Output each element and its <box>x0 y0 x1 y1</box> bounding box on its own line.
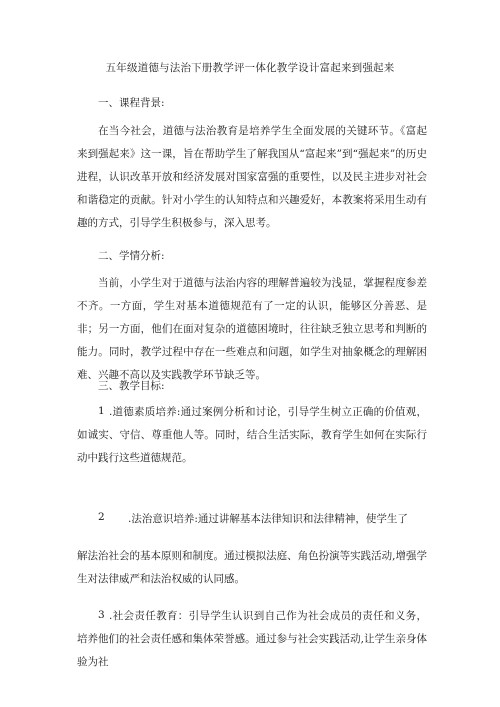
objective-number-3: 3 <box>98 609 105 621</box>
section-heading-student-analysis: 二、学情分析: <box>98 250 165 262</box>
section-heading-objectives: 三、教学目标: <box>98 380 165 392</box>
objective-number-1: 1 <box>98 405 105 417</box>
objective-number-2: 2 <box>98 511 105 523</box>
objective-text-3: .社会责任教育：引导学生认识到自己作为社会成员的责任和义务，培养他们的社会责任感和集体荣誉感。通过参与社会实践活动,让学生亲身体验为社 <box>77 610 427 668</box>
objective-text-2-rest: 解法治社会的基本原则和制度。通过模拟法庭、角色扮演等实践活动,增强学生对法律威严和法治权威的认同感。 <box>77 550 427 585</box>
objective-text-2-first-line: .法治意识培养:通过讲解基本法律知识和法律精神，使学生了 <box>128 513 408 525</box>
document-title: 五年级道德与法治下册教学评一体化教学设计富起来到强起来 <box>105 62 395 74</box>
section-heading-background: 一、课程背景: <box>98 97 165 109</box>
section-paragraph-background: 在当今社会，道德与法治教育是培养学生全面发展的关键环节。《富起来到强起来》这一课，旨在帮助学生了解我国从“富起来”到“强起来”的历史进程，认识改革开放和经济发展对国家富强的重要性，以及民主进步对社会和谐稳定的贡献。针对小学生的认知特点和兴趣爱好，本教案将采用生动有趣的方式，引导学生积极参与，深入思考。 <box>77 125 427 229</box>
objective-text-1: .道德素质培养:通过案例分析和讨论，引导学生树立正确的价值观，如诚实、守信、尊重他人等。同时，结合生活实际，教育学生如何在实际行动中践行这些道德规范。 <box>77 406 427 464</box>
section-paragraph-student-analysis: 当前，小学生对于道德与法治内容的理解普遍较为浅显，掌握程度参差不齐。一方面，学生对基本道德规范有了一定的认识，能够区分善恶、是非；另一方面，他们在面对复杂的道德困境时，往往缺乏独立思考和判断的能力。同时，教学过程中存在一些难点和问题，如学生对抽象概念的理解困难、兴趣不高以及实践教学环节缺乏等。 <box>77 277 427 381</box>
